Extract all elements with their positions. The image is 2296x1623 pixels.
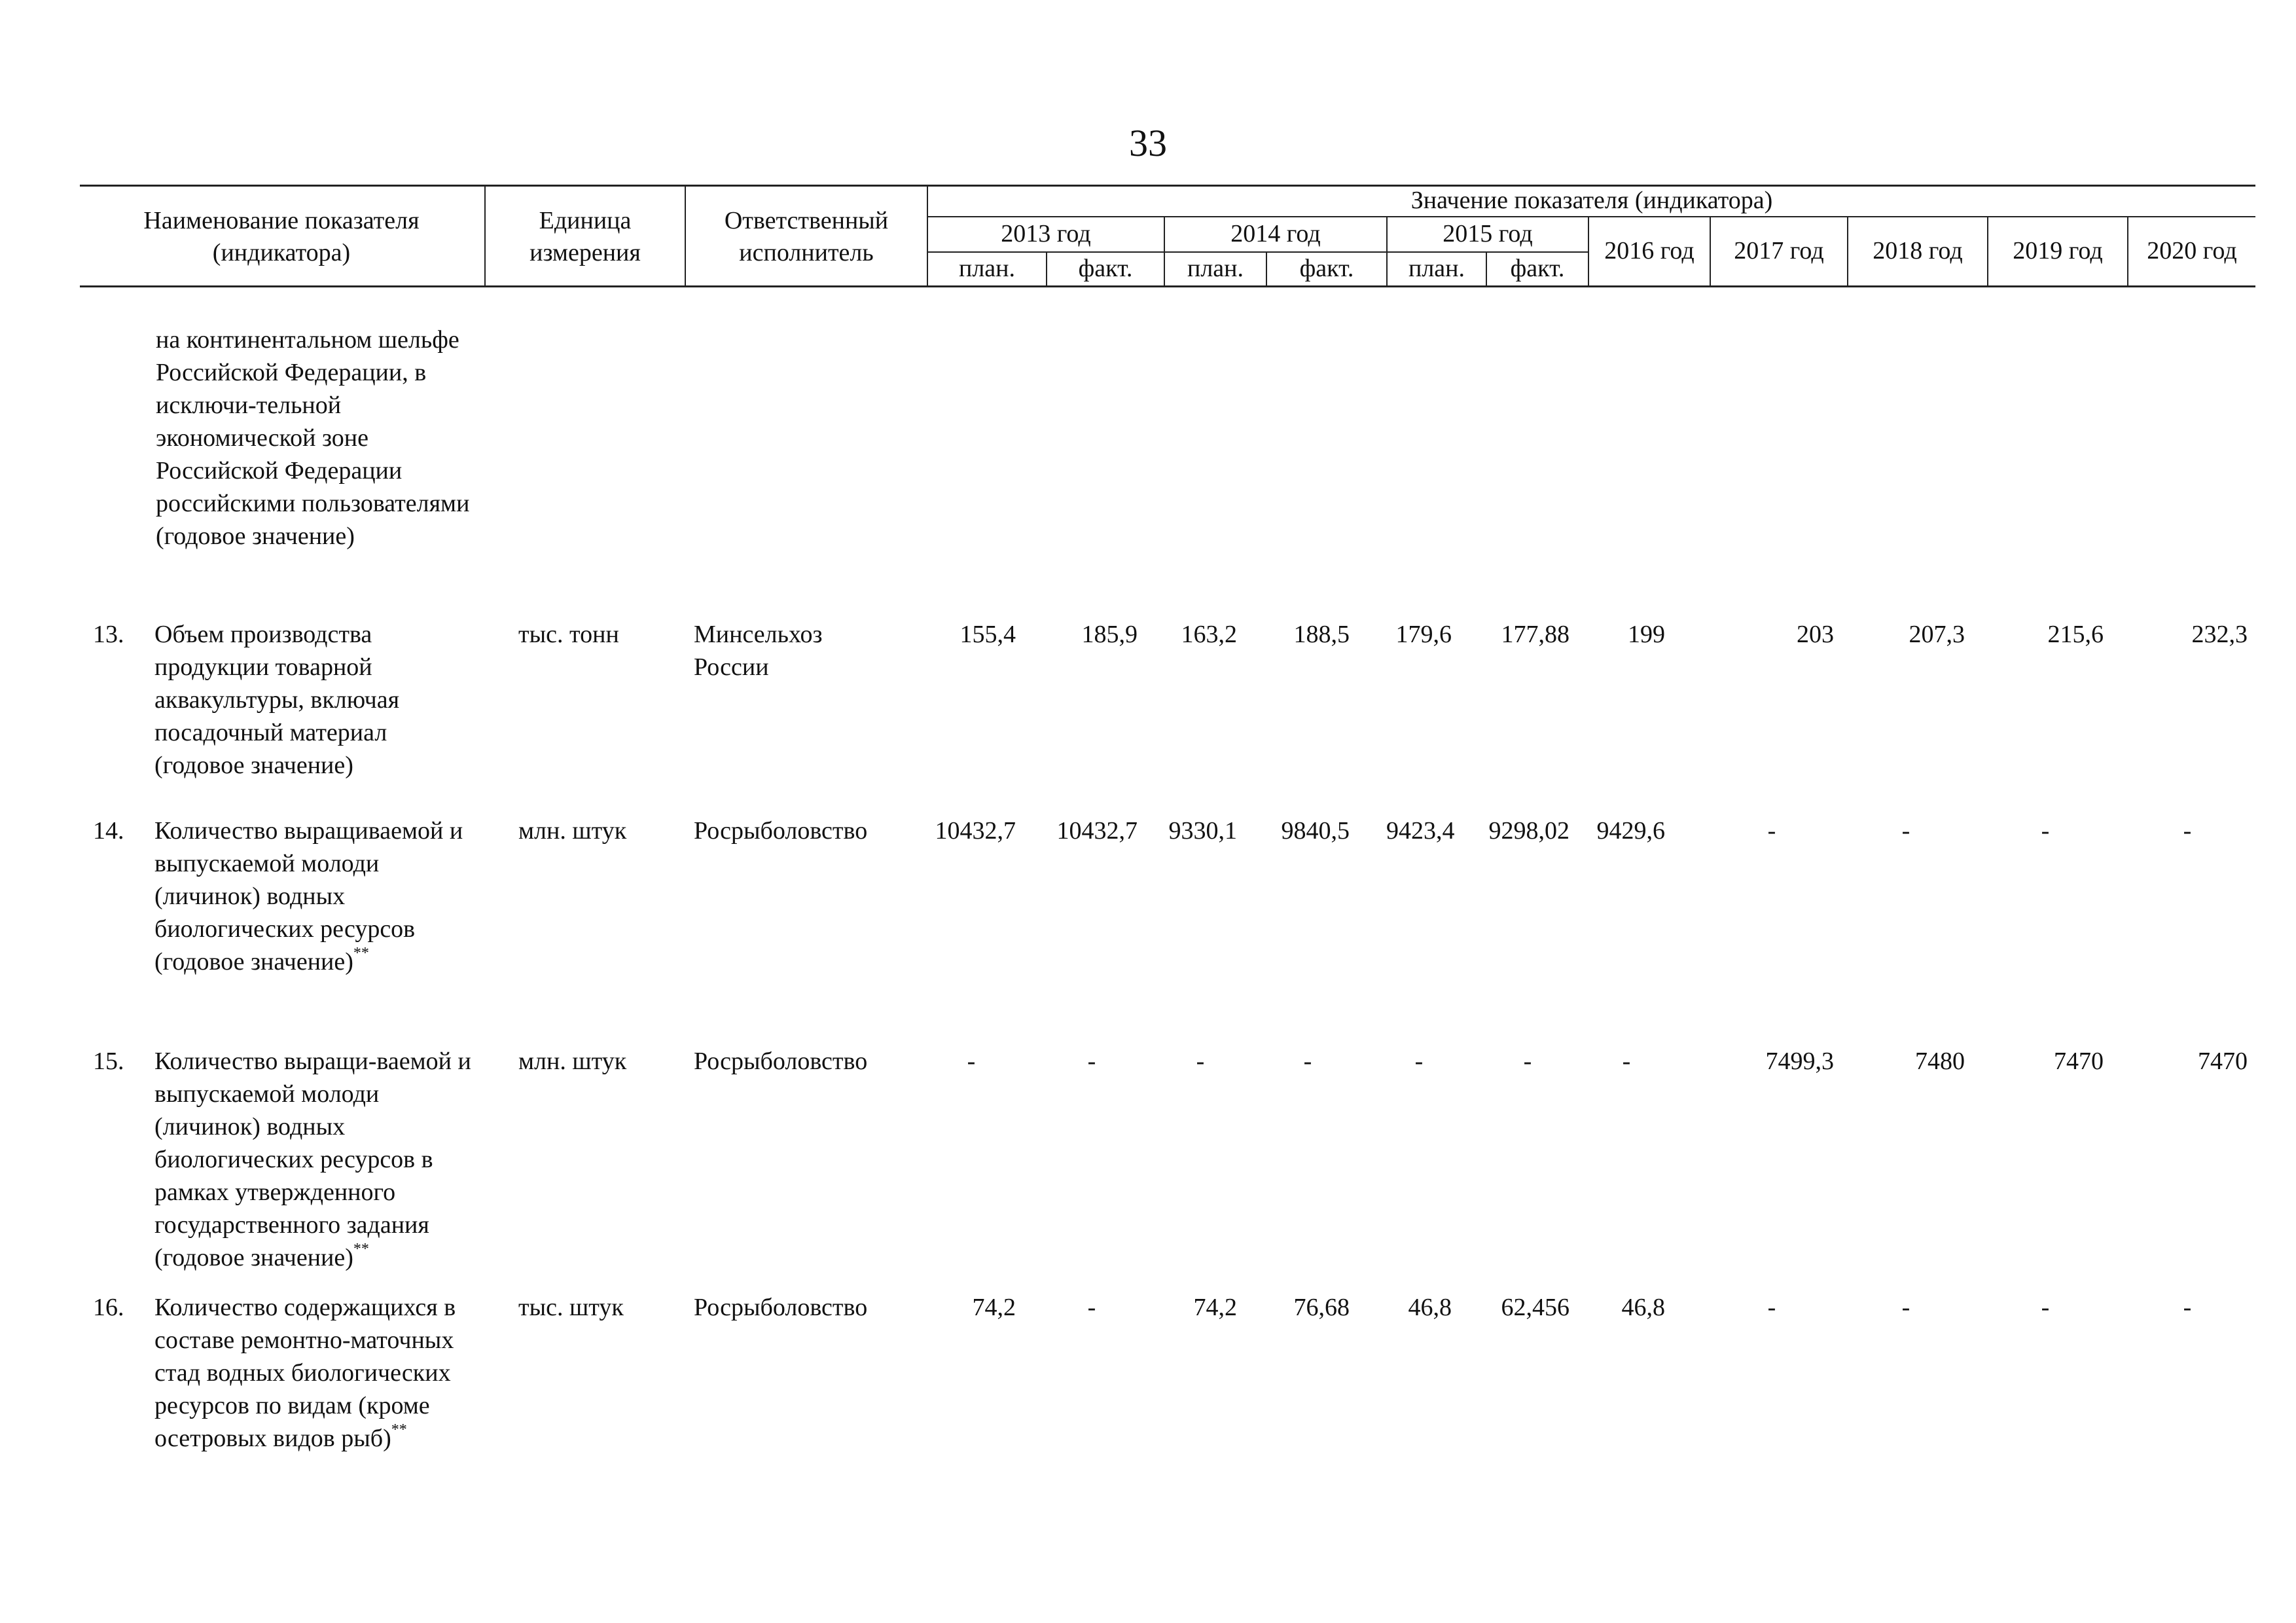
- row-number: 15.: [93, 1048, 124, 1075]
- row-executor: Росрыболовство: [694, 1294, 868, 1321]
- row-value: 207,3: [1909, 621, 1965, 648]
- row-executor: Минсельхоз России: [694, 621, 823, 681]
- row-value: 74,2: [1193, 1294, 1237, 1321]
- header-fact-2013: факт.: [1078, 255, 1133, 283]
- row-value: -: [1767, 817, 1776, 845]
- row-value: 232,3: [2191, 621, 2248, 648]
- row-value: 179,6: [1395, 621, 1452, 648]
- header-year-2020: 2020 год: [2147, 237, 2237, 265]
- header-name: Наименование показателя (индикатора): [143, 206, 420, 266]
- row-value: 177,88: [1501, 621, 1570, 648]
- row-value: -: [1622, 1048, 1631, 1075]
- row-unit: тыс. тонн: [518, 621, 619, 648]
- row-unit: млн. штук: [518, 1048, 627, 1075]
- footnote-mark: **: [391, 1421, 407, 1439]
- row-name: Объем производства продукции товарной аквакультуры, включая посадочный материал (годовое значение): [154, 621, 400, 779]
- row-value: -: [1196, 1048, 1205, 1075]
- header-year-2018: 2018 год: [1873, 237, 1963, 265]
- row-value: -: [1414, 1048, 1424, 1075]
- row-number: 16.: [93, 1294, 124, 1321]
- row-value: -: [2041, 1294, 2050, 1321]
- header-year-2013: 2013 год: [1001, 220, 1091, 248]
- header-plan-2014: план.: [1187, 255, 1244, 283]
- footnote-mark: **: [353, 1241, 369, 1258]
- footnote-mark: **: [353, 945, 369, 962]
- row-value: 188,5: [1293, 621, 1350, 648]
- header-bottom-rule: [80, 285, 2255, 287]
- header-plan-2013: план.: [958, 255, 1015, 283]
- row-value: 203: [1797, 621, 1834, 648]
- row-value: 9298,02: [1488, 817, 1570, 845]
- row-value: 46,8: [1621, 1294, 1665, 1321]
- row-executor: Росрыболовство: [694, 1048, 868, 1075]
- row-value: 7499,3: [1765, 1048, 1834, 1075]
- row-value: 7470: [2054, 1048, 2104, 1075]
- row-value: 9429,6: [1596, 817, 1665, 845]
- row-value: 76,68: [1293, 1294, 1350, 1321]
- row-value: -: [1767, 1294, 1776, 1321]
- row-value: 215,6: [2047, 621, 2104, 648]
- row-value: 74,2: [972, 1294, 1016, 1321]
- row-value: 185,9: [1081, 621, 1138, 648]
- page-number: 33: [1129, 122, 1167, 164]
- row-unit: тыс. штук: [518, 1294, 624, 1321]
- row-value: 9330,1: [1168, 817, 1237, 845]
- row-value: 199: [1628, 621, 1665, 648]
- row-value: -: [1087, 1294, 1096, 1321]
- row-value: -: [967, 1048, 976, 1075]
- header-values-group: Значение показателя (индикатора): [1410, 187, 1773, 215]
- row-name: Количество выращиваемой и выпускаемой молоди (личинок) водных биологических ресурсов (годовое значение)**: [154, 817, 463, 976]
- header-year-2017: 2017 год: [1734, 237, 1824, 265]
- header-executor: Ответственный исполнитель: [724, 206, 889, 266]
- row-value: -: [1303, 1048, 1312, 1075]
- header-fact-2015: факт.: [1510, 255, 1565, 283]
- row-value: -: [2183, 1294, 2192, 1321]
- row-unit: млн. штук: [518, 817, 627, 845]
- row-number: 13.: [93, 621, 124, 648]
- row-value: -: [1901, 1294, 1910, 1321]
- header-unit: Единица измерения: [529, 206, 641, 266]
- row-value: -: [2041, 817, 2050, 845]
- header-year-2016: 2016 год: [1604, 237, 1695, 265]
- row-value: 62,456: [1501, 1294, 1570, 1321]
- row-value: 10432,7: [935, 817, 1016, 845]
- row-value: 163,2: [1181, 621, 1237, 648]
- row-value: -: [1087, 1048, 1096, 1075]
- header-year-2019: 2019 год: [2013, 237, 2103, 265]
- header-year-2015: 2015 год: [1443, 220, 1533, 248]
- row-value: 10432,7: [1056, 817, 1138, 845]
- header-year-2014: 2014 год: [1230, 220, 1321, 248]
- row-number: 14.: [93, 817, 124, 845]
- row-value: 9423,4: [1386, 817, 1455, 845]
- row-value: -: [1523, 1048, 1532, 1075]
- row-value: 155,4: [960, 621, 1016, 648]
- row-value: 7470: [2198, 1048, 2248, 1075]
- row-value: -: [1901, 817, 1910, 845]
- row-value: 46,8: [1408, 1294, 1452, 1321]
- continuation-text: на континентальном шельфе Российской Федерации, в исключи-тельной экономической зоне Российской Федерации российскими пользователями (годовое значение): [156, 326, 470, 550]
- row-value: -: [2183, 817, 2192, 845]
- row-name: Количество содержащихся в составе ремонтно-маточных стад водных биологических ресурсов по видам (кроме осетровых видов рыб)**: [154, 1294, 456, 1452]
- row-executor: Росрыболовство: [694, 817, 868, 845]
- header-plan-2015: план.: [1408, 255, 1465, 283]
- row-value: 9840,5: [1281, 817, 1350, 845]
- header-fact-2014: факт.: [1299, 255, 1354, 283]
- row-name: Количество выращи-ваемой и выпускаемой молоди (личинок) водных биологических ресурсов в рамках утвержденного государственного задания (годовое значение)**: [154, 1048, 471, 1271]
- row-value: 7480: [1915, 1048, 1965, 1075]
